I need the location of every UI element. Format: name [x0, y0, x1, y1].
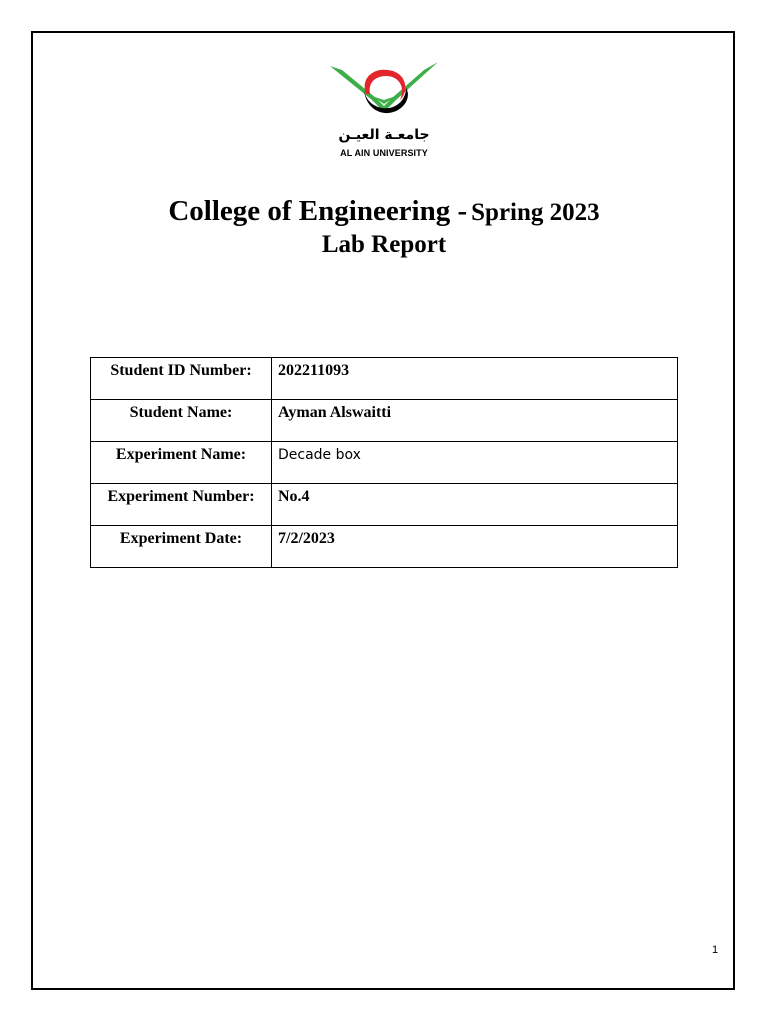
table-row: [91, 526, 678, 568]
report-subtitle: Lab Report: [321, 231, 447, 258]
page-number: 1: [712, 944, 719, 956]
al-ain-university-logo-icon: [326, 60, 442, 124]
table-row: [91, 400, 678, 442]
table-row: [91, 358, 678, 400]
experiment-name-label: Experiment Name:: [91, 442, 272, 484]
student-info-table: [90, 357, 678, 568]
term-label: Spring 2023: [471, 199, 600, 226]
table-row: [91, 484, 678, 526]
experiment-name-value: Decade box: [272, 442, 678, 484]
logo-arabic-name: جامعـة العيـن: [338, 127, 430, 143]
experiment-date-value: 7/2/2023: [272, 526, 678, 568]
table-row: [91, 442, 678, 484]
university-logo: [326, 60, 442, 162]
experiment-number-label: Experiment Number:: [91, 484, 272, 526]
experiment-date-label: Experiment Date:: [91, 526, 272, 568]
student-id-label: Student ID Number:: [91, 358, 272, 400]
experiment-number-value: No.4: [272, 484, 678, 526]
student-name-value: Ayman Alswaitti: [272, 400, 678, 442]
college-title: College of Engineering -: [168, 195, 468, 227]
student-name-label: Student Name:: [91, 400, 272, 442]
logo-english-name: AL AIN UNIVERSITY: [340, 148, 428, 158]
student-id-value: 202211093: [272, 358, 678, 400]
